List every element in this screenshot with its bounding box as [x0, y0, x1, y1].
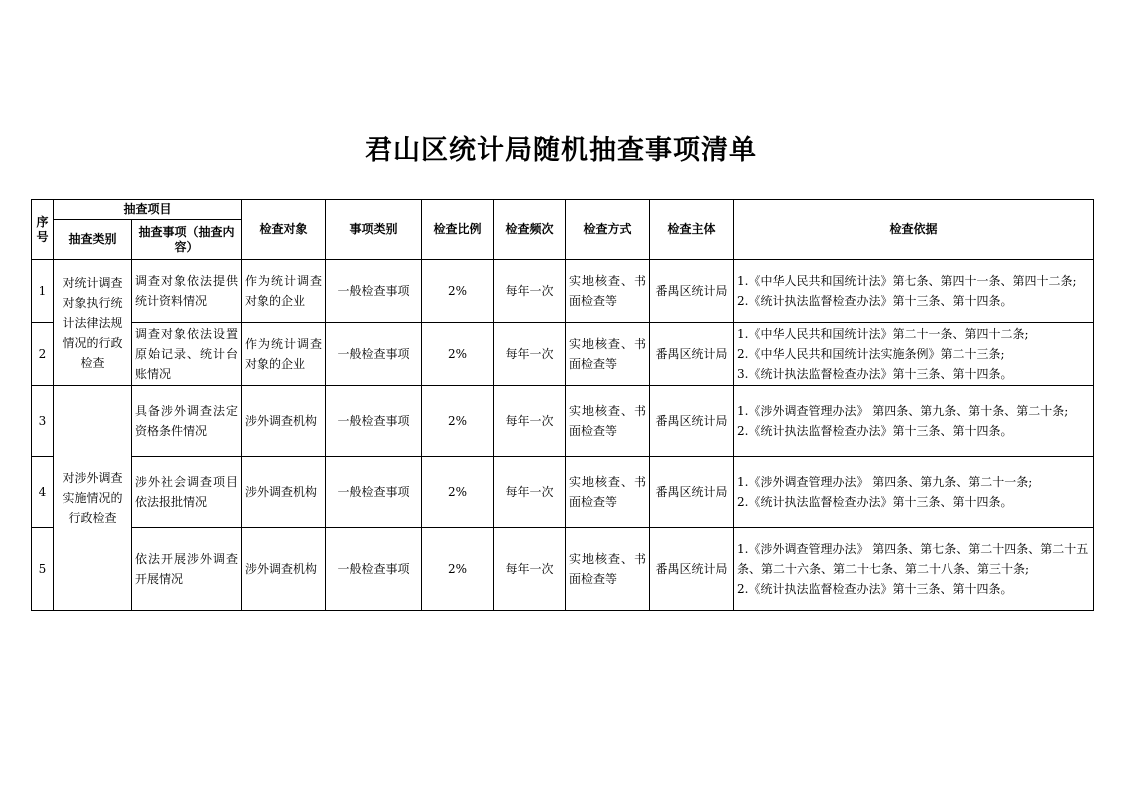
header-type: 事项类别: [326, 200, 422, 260]
header-category: 抽查类别: [54, 220, 132, 260]
item-cell: 涉外社会调查项目依法报批情况: [132, 457, 242, 528]
basis-cell: [734, 386, 1094, 457]
object-cell: 涉外调查机构: [242, 457, 326, 528]
item-cell: 具备涉外调查法定资格条件情况: [132, 386, 242, 457]
page-title: 君山区统计局随机抽查事项清单: [365, 135, 757, 166]
item-cell: 调查对象依法设置原始记录、统计台账情况: [132, 323, 242, 386]
basis-line: 2.《统计执法监督检查办法》第十三条、第十四条。: [737, 495, 1013, 509]
subject-cell: 番禺区统计局: [650, 457, 734, 528]
header-basis: 检查依据: [734, 200, 1094, 260]
item-cell: 依法开展涉外调查开展情况: [132, 528, 242, 611]
method-cell: 实地核查、书面检查等: [566, 528, 650, 611]
item-cell: 调查对象依法提供统计资料情况: [132, 260, 242, 323]
header-frequency: 检查频次: [494, 200, 566, 260]
frequency-cell: 每年一次: [494, 260, 566, 323]
basis-cell: [734, 323, 1094, 386]
ratio-cell: 2%: [422, 260, 494, 323]
subject-cell: 番禺区统计局: [650, 386, 734, 457]
header-object: 检查对象: [242, 200, 326, 260]
basis-line: 1.《中华人民共和国统计法》第二十一条、第四十二条;: [737, 327, 1029, 341]
header-no: 序号: [32, 200, 54, 260]
row-no: 3: [32, 386, 54, 457]
basis-line: 2.《中华人民共和国统计法实施条例》第二十三条;: [737, 347, 1005, 361]
basis-line: 1.《涉外调查管理办法》 第四条、第七条、第二十四条、第二十五条、第二十六条、第二十七条、第二十八条、第三十条;: [737, 542, 1089, 576]
row-no: 1: [32, 260, 54, 323]
basis-line: 2.《统计执法监督检查办法》第十三条、第十四条。: [737, 582, 1013, 596]
method-cell: 实地核查、书面检查等: [566, 260, 650, 323]
subject-cell: 番禺区统计局: [650, 260, 734, 323]
frequency-cell: 每年一次: [494, 528, 566, 611]
basis-line: 1.《涉外调查管理办法》 第四条、第九条、第十条、第二十条;: [737, 404, 1069, 418]
subject-cell: 番禺区统计局: [650, 323, 734, 386]
basis-line: 3.《统计执法监督检查办法》第十三条、第十四条。: [737, 367, 1013, 381]
type-cell: 一般检查事项: [326, 528, 422, 611]
ratio-cell: 2%: [422, 457, 494, 528]
basis-cell: [734, 528, 1094, 611]
basis-line: 2.《统计执法监督检查办法》第十三条、第十四条。: [737, 424, 1013, 438]
category-cell: 对统计调查对象执行统计法律法规情况的行政检查: [54, 260, 132, 386]
object-cell: 作为统计调查对象的企业: [242, 260, 326, 323]
row-no: 2: [32, 323, 54, 386]
object-cell: 涉外调查机构: [242, 528, 326, 611]
type-cell: 一般检查事项: [326, 323, 422, 386]
header-row-top: [32, 200, 1094, 220]
object-cell: 作为统计调查对象的企业: [242, 323, 326, 386]
row-no: 5: [32, 528, 54, 611]
object-cell: 涉外调查机构: [242, 386, 326, 457]
frequency-cell: 每年一次: [494, 323, 566, 386]
row-no: 4: [32, 457, 54, 528]
method-cell: 实地核查、书面检查等: [566, 457, 650, 528]
category-cell: 对涉外调查实施情况的行政检查: [54, 386, 132, 611]
method-cell: 实地核查、书面检查等: [566, 323, 650, 386]
table-row: [32, 386, 1094, 457]
type-cell: 一般检查事项: [326, 386, 422, 457]
basis-cell: [734, 457, 1094, 528]
header-item: 抽查事项（抽查内容）: [132, 220, 242, 260]
header-method: 检查方式: [566, 200, 650, 260]
table-row: [32, 260, 1094, 323]
basis-line: 1.《涉外调查管理办法》 第四条、第九条、第二十一条;: [737, 475, 1033, 489]
table-row: [32, 323, 1094, 386]
basis-line: 1.《中华人民共和国统计法》第七条、第四十一条、第四十二条;: [737, 274, 1077, 288]
ratio-cell: 2%: [422, 528, 494, 611]
header-project-group: 抽查项目: [54, 200, 242, 220]
ratio-cell: 2%: [422, 386, 494, 457]
ratio-cell: 2%: [422, 323, 494, 386]
header-ratio: 检查比例: [422, 200, 494, 260]
header-subject: 检查主体: [650, 200, 734, 260]
basis-cell: [734, 260, 1094, 323]
checklist-table: [31, 199, 1094, 611]
subject-cell: 番禺区统计局: [650, 528, 734, 611]
frequency-cell: 每年一次: [494, 457, 566, 528]
frequency-cell: 每年一次: [494, 386, 566, 457]
type-cell: 一般检查事项: [326, 457, 422, 528]
method-cell: 实地核查、书面检查等: [566, 386, 650, 457]
basis-line: 2.《统计执法监督检查办法》第十三条、第十四条。: [737, 294, 1013, 308]
table-row: [32, 528, 1094, 611]
type-cell: 一般检查事项: [326, 260, 422, 323]
table-row: [32, 457, 1094, 528]
